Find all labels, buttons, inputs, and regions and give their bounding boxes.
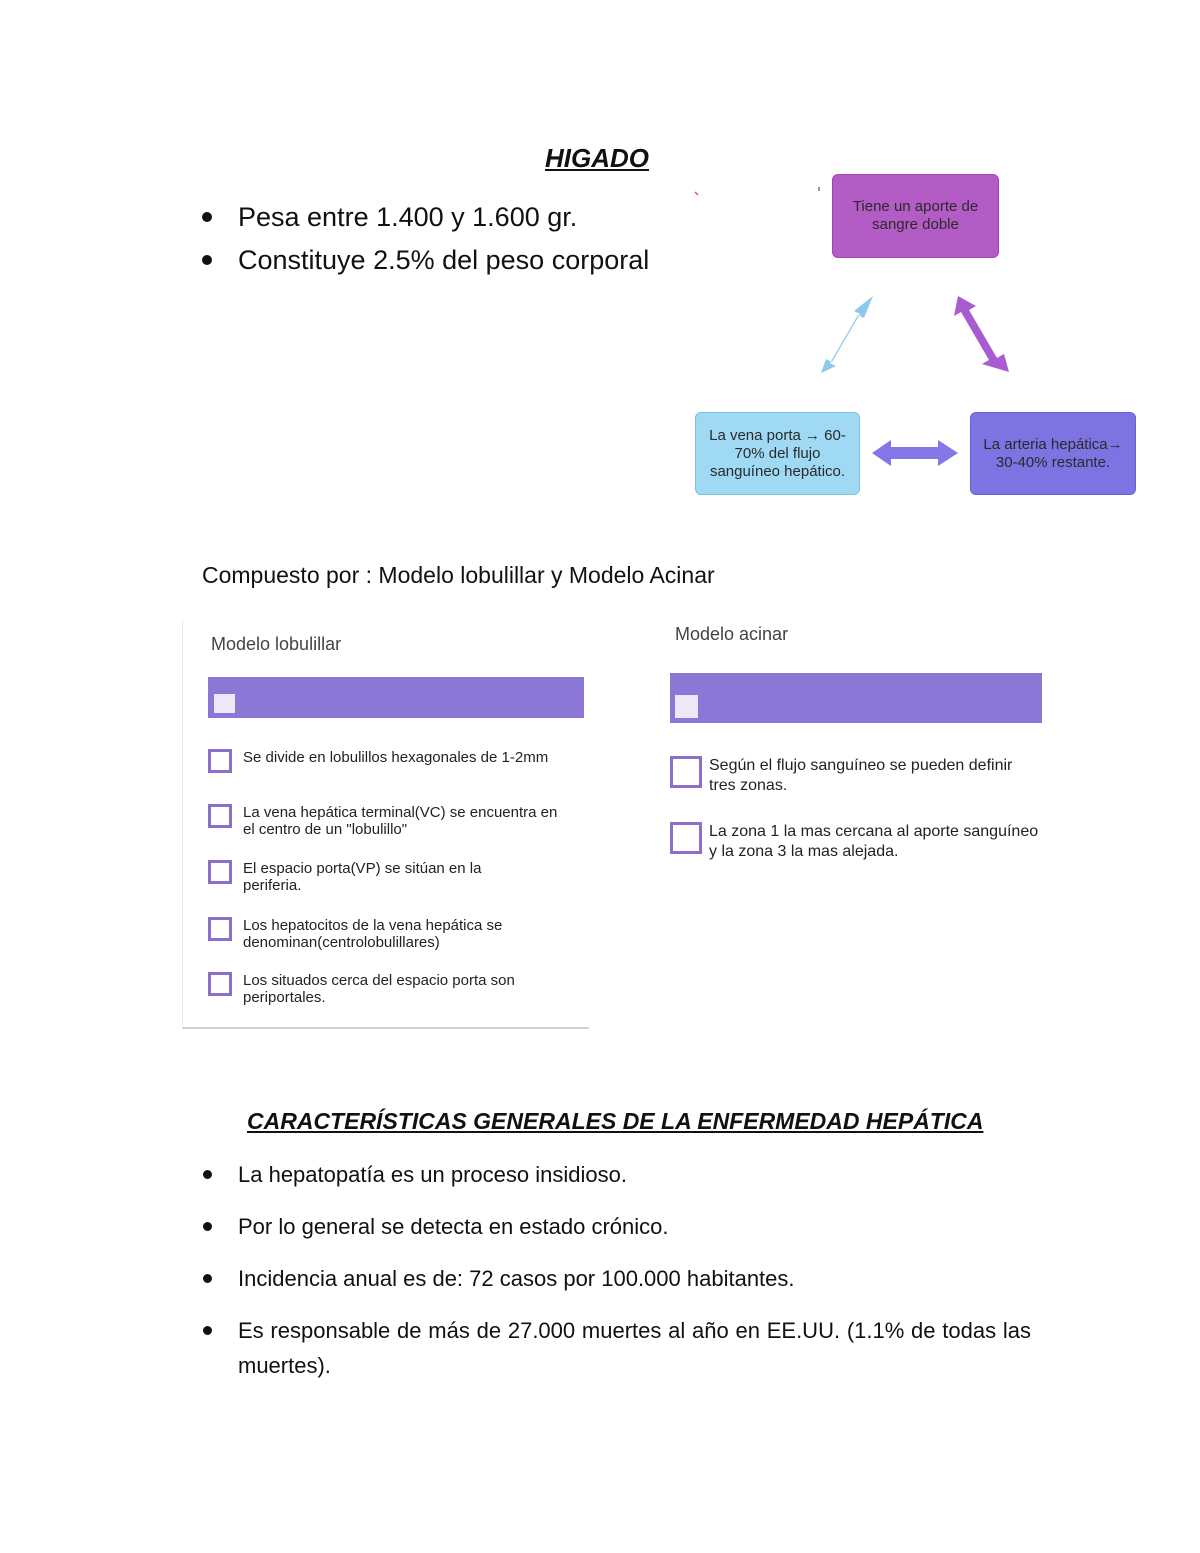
checkbox-icon [214,694,235,713]
section-heading: CARACTERÍSTICAS GENERALES DE LA ENFERMEDAD HEPÁTICA [247,1108,984,1134]
diagram-node-right: La arteria hepática→ 30-40% restante. [970,412,1136,495]
checkbox-icon [208,917,232,941]
lobulillar-panel: Modelo lobulillar Se divide en lobulillos hexagonales de 1-2mm La vena hepática terminal(VC) se encuentra en el centro de un "lobulillo" El espacio porta(VP) se sitúan en la periferia. Los hepatocitos de la vena hepática se denominan(centrolobulillares) Los situados cerca del espacio porta son periportales. [182,620,589,1029]
list-item: Incidencia anual es de: 72 casos por 100.000 habitantes. [200,1261,1031,1296]
intro-list [200,196,649,282]
acinar-panel: Modelo acinar Según el flujo sanguíneo se pueden definir tres zonas. La zona 1 la mas cercana al aporte sanguíneo y la zona 3 la mas alejada. [670,618,1042,878]
characteristics-list [200,1157,1031,1400]
list-item: Por lo general se detecta en estado crónico. [200,1209,1031,1244]
lobulillar-title: Modelo lobulillar [211,634,342,654]
checkbox-icon [208,749,232,773]
purple-double-arrow [954,296,1009,372]
acinar-title: Modelo acinar [675,624,789,644]
compuesto-heading: Compuesto por : Modelo lobulillar y Modelo Acinar [202,562,715,588]
acinar-header-bar [670,673,1042,723]
list-item: La hepatopatía es un proceso insidioso. [200,1157,1031,1192]
diagram-node-left: La vena porta → 60-70% del flujo sanguíneo hepático. [695,412,860,495]
checkbox-icon [670,756,702,788]
checkbox-icon [675,695,698,718]
violet-double-arrow [872,440,958,466]
stray-mark [695,192,698,195]
list-item: Constituye 2.5% del peso corporal [200,239,649,282]
checkbox-icon [208,972,232,996]
list-item: Es responsable de más de 27.000 muertes al año en EE.UU. (1.1% de todas las muertes). [200,1313,1031,1383]
checkbox-icon [208,804,232,828]
checkbox-icon [208,860,232,884]
lobulillar-header-bar [208,677,584,718]
checkbox-icon [670,822,702,854]
diagram-node-top: Tiene un aporte de sangre doble [832,174,999,258]
list-item: Pesa entre 1.400 y 1.600 gr. [200,196,649,239]
blue-double-arrow [821,292,877,373]
page-title: HIGADO [545,143,649,173]
